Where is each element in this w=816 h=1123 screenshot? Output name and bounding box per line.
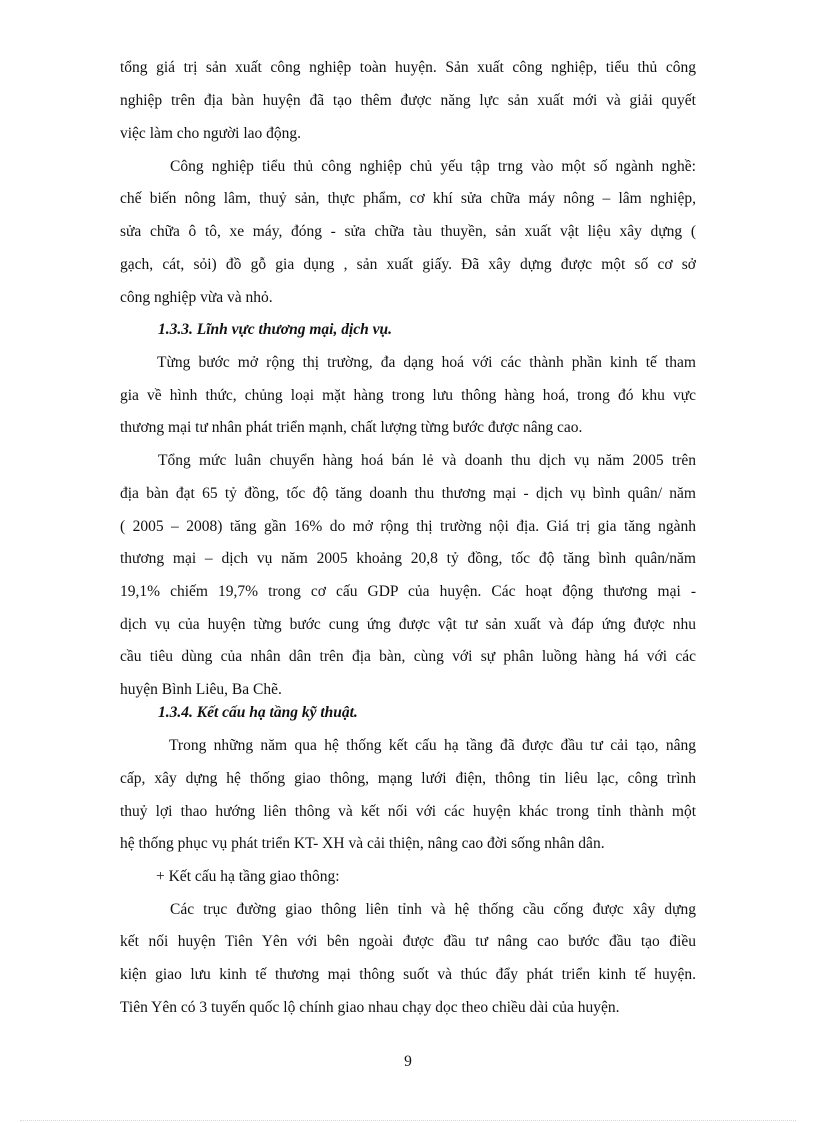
- page-number: 9: [404, 1053, 412, 1070]
- body-text-line: chế biến nông lâm, thuỷ sản, thực phẩm, cơ khí sửa chữa máy nông – lâm nghiệp,: [120, 190, 696, 207]
- section-heading: 1.3.3. Lĩnh vực thương mại, dịch vụ.: [158, 321, 393, 338]
- body-text-line: hệ thống phục vụ phát triển KT- XH và cải thiện, nâng cao đời sống nhân dân.: [120, 835, 605, 852]
- body-text-line: địa bàn đạt 65 tỷ đồng, tốc độ tăng doanh thu thương mại - dịch vụ bình quân/ năm: [120, 485, 696, 502]
- body-text-line: sửa chữa ô tô, xe máy, đóng - sửa chữa tàu thuyền, sản xuất vật liệu xây dựng (: [120, 223, 696, 240]
- body-text-line: kiện giao lưu kinh tế thương mại thông suốt và thúc đẩy phát triển kinh tế huyện.: [120, 966, 696, 983]
- body-text-line: thuỷ lợi thao hướng liên thông và kết nối với các huyện khác trong tỉnh thành một: [120, 803, 696, 820]
- body-text-line: dịch vụ của huyện từng bước cung ứng được vật tư sản xuất và đáp ứng được nhu: [120, 616, 696, 633]
- body-text-line: cầu tiêu dùng của nhân dân trên địa bàn, cùng với sự phân luồng hàng há với các: [120, 648, 696, 665]
- body-text-line: Công nghiệp tiểu thủ công nghiệp chủ yếu tập trng vào một số ngành nghề:: [170, 158, 696, 175]
- body-text-line: Trong những năm qua hệ thống kết cấu hạ tầng đã được đầu tư cải tạo, nâng: [169, 737, 696, 754]
- body-text-line: kết nối huyện Tiên Yên với bên ngoài được đầu tư nâng cao bước đầu tạo điều: [120, 933, 696, 950]
- body-text-line: 19,1% chiếm 19,7% trong cơ cấu GDP của huyện. Các hoạt động thương mại -: [120, 583, 696, 600]
- body-text-line: + Kết cấu hạ tầng giao thông:: [156, 868, 340, 885]
- page-bottom-divider: [20, 1120, 796, 1121]
- body-text-line: Từng bước mở rộng thị trường, đa dạng hoá với các thành phần kinh tế tham: [157, 354, 696, 371]
- body-text-line: thương mại tư nhân phát triển mạnh, chất lượng từng bước được nâng cao.: [120, 419, 583, 436]
- body-text-line: thương mại – dịch vụ năm 2005 khoảng 20,8 tỷ đồng, tốc độ tăng bình quân/năm: [120, 550, 696, 567]
- body-text-line: Tiên Yên có 3 tuyến quốc lộ chính giao nhau chạy dọc theo chiều dài của huyện.: [120, 999, 620, 1016]
- body-text-line: nghiệp trên địa bàn huyện đã tạo thêm được năng lực sản xuất mới và giải quyết: [120, 92, 696, 109]
- body-text-line: tổng giá trị sản xuất công nghiệp toàn huyện. Sản xuất công nghiệp, tiểu thủ công: [120, 59, 696, 76]
- body-text-line: ( 2005 – 2008) tăng gần 16% do mở rộng thị trường nội địa. Giá trị gia tăng ngành: [120, 518, 696, 535]
- section-heading: 1.3.4. Kết cấu hạ tầng kỹ thuật.: [158, 704, 358, 721]
- body-text-line: Tổng mức luân chuyển hàng hoá bán lẻ và doanh thu dịch vụ năm 2005 trên: [158, 452, 696, 469]
- body-text-line: gia về hình thức, chủng loại mặt hàng trong lưu thông hàng hoá, trong đó khu vực: [120, 387, 696, 404]
- body-text-line: công nghiệp vừa và nhỏ.: [120, 289, 273, 306]
- body-text-line: cấp, xây dựng hệ thống giao thông, mạng lưới điện, thông tin liêu lạc, công trình: [120, 770, 696, 787]
- body-text-line: gạch, cát, sỏi) đồ gỗ gia dụng , sản xuất giấy. Đã xây dựng được một số cơ sở: [120, 256, 696, 273]
- body-text-line: huyện Bình Liêu, Ba Chẽ.: [120, 681, 282, 698]
- body-text-line: việc làm cho người lao động.: [120, 125, 302, 142]
- body-text-line: Các trục đường giao thông liên tỉnh và hệ thống cầu cống được xây dựng: [170, 901, 696, 918]
